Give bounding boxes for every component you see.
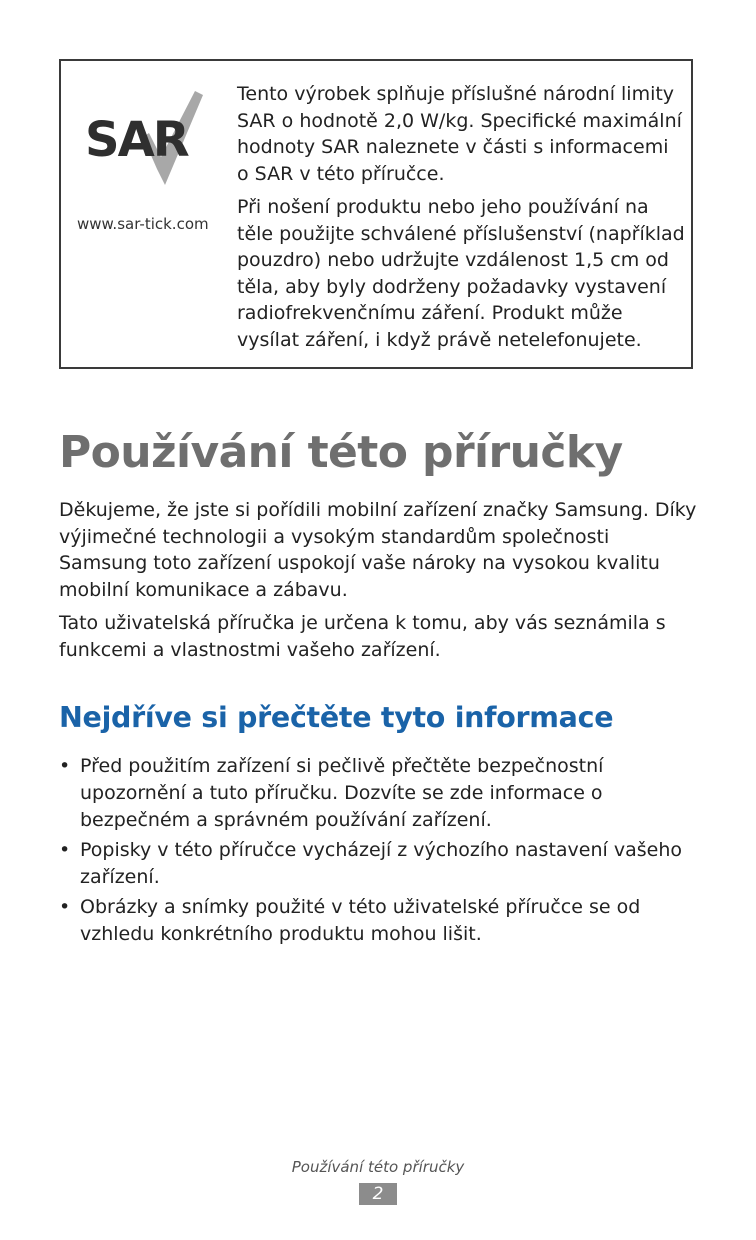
list-item-text: Před použitím zařízení si pečlivě přečtěte bezpečnostní upozornění a tuto příručku. Dozvíte se zde informace o bezpečném a správném používání zařízení. — [80, 755, 604, 831]
page-title: Používání této příručky — [59, 427, 623, 478]
section-heading: Nejdříve si přečtěte tyto informace — [59, 701, 614, 734]
list-item-text: Obrázky a snímky použité v této uživatelské příručce se od vzhledu konkrétního produktu mohou lišit. — [80, 896, 641, 945]
sar-logo-text: SAR — [85, 112, 188, 168]
list-item — [59, 753, 709, 834]
sar-paragraph: Tento výrobek splňuje příslušné národní limity SAR o hodnotě 2,0 W/kg. Specifické maximální hodnoty SAR naleznete v části s informacemi o SAR v této příručce. — [237, 83, 682, 185]
list-item-text: Popisky v této příručce vycházejí z výchozího nastavení vašeho zařízení. — [80, 839, 682, 888]
footer-section-title: Používání této příručky — [291, 1158, 465, 1176]
page-number: 2 — [359, 1183, 397, 1205]
bullet-icon: • — [59, 839, 71, 861]
sar-description — [237, 81, 685, 360]
list-item — [59, 894, 709, 948]
bullet-icon: • — [59, 896, 71, 918]
sar-paragraph: Při nošení produktu nebo jeho používání na těle použijte schválené příslušenství (například pouzdro) nebo udržujte vzdálenost 1,5 cm od těla, aby byly dodrženy požadavky vystavení radiofrekvenčnímu záření. Produkt může vysílat záření, i když právě netelefonujete. — [237, 196, 685, 351]
intro-paragraph: Děkujeme, že jste si pořídili mobilní zařízení značky Samsung. Díky výjimečné technologii a vysokým standardům společnosti Samsung toto zařízení uspokojí vaše nároky na vysokou kvalitu mobilní komunikace a zábavu. — [59, 499, 697, 601]
sar-website: www.sar-tick.com — [77, 215, 209, 233]
intro-paragraph: Tato uživatelská příručka je určena k tomu, aby vás seznámila s funkcemi a vlastnostmi vašeho zařízení. — [59, 612, 666, 661]
list-item — [59, 837, 709, 891]
sar-tick-logo — [75, 73, 225, 223]
bullet-list — [59, 753, 709, 951]
intro-text — [59, 497, 699, 670]
sar-notice-box — [59, 59, 693, 369]
bullet-icon: • — [59, 755, 71, 777]
